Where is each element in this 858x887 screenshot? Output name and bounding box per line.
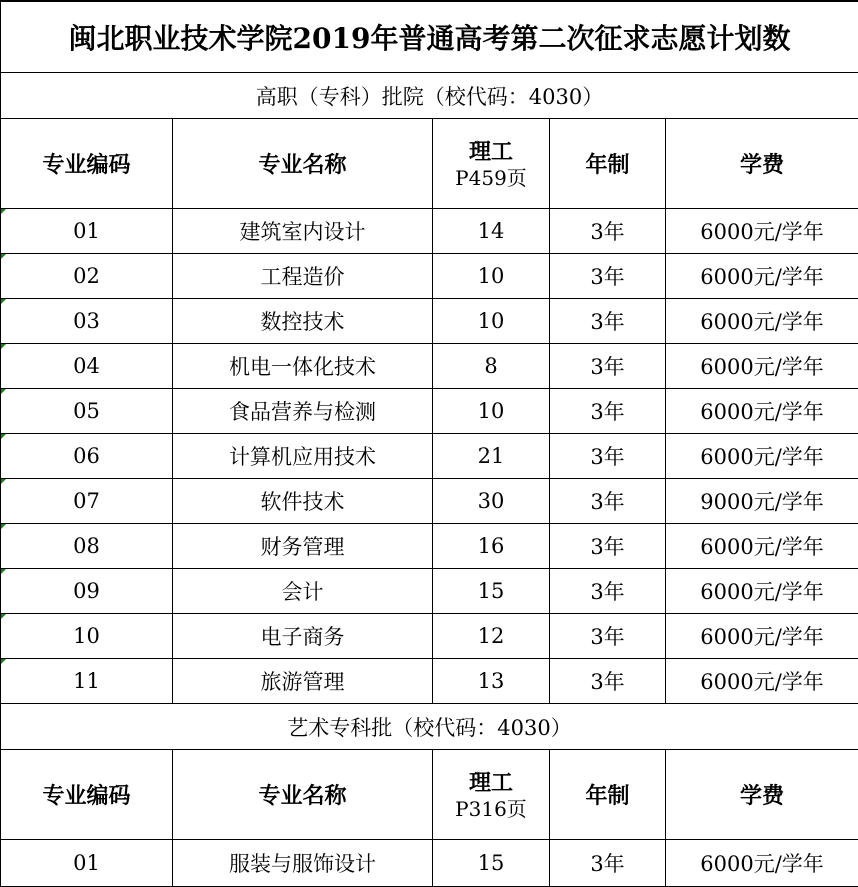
cell-fee: 6000元/学年: [666, 209, 858, 254]
cell-plan: 10: [433, 389, 550, 434]
column-header-plan-main: 理工: [433, 138, 549, 166]
cell-name: 食品营养与检测: [173, 389, 433, 434]
cell-duration: 3年: [550, 659, 666, 704]
cell-plan: 13: [433, 659, 550, 704]
column-header-duration: 年制: [550, 750, 666, 840]
column-header-name: 专业名称: [173, 750, 433, 840]
cell-duration: 3年: [550, 569, 666, 614]
cell-fee: 6000元/学年: [666, 614, 858, 659]
cell-name: 软件技术: [173, 479, 433, 524]
table-row: [1, 840, 858, 887]
column-header-code: 专业编码: [1, 119, 173, 209]
cell-fee: 6000元/学年: [666, 434, 858, 479]
cell-duration: 3年: [550, 209, 666, 254]
cell-duration: 3年: [550, 524, 666, 569]
cell-code: 05: [1, 389, 173, 434]
cell-name: 服装与服饰设计: [173, 840, 433, 887]
cell-plan: 10: [433, 299, 550, 344]
cell-code: 01: [1, 840, 173, 887]
cell-plan: 8: [433, 344, 550, 389]
cell-name: 建筑室内设计: [173, 209, 433, 254]
cell-name: 电子商务: [173, 614, 433, 659]
cell-code: 07: [1, 479, 173, 524]
table-row: [1, 569, 858, 614]
cell-duration: 3年: [550, 614, 666, 659]
cell-code: 02: [1, 254, 173, 299]
cell-duration: 3年: [550, 344, 666, 389]
cell-duration: 3年: [550, 479, 666, 524]
cell-code: 09: [1, 569, 173, 614]
cell-duration: 3年: [550, 254, 666, 299]
cell-code: 06: [1, 434, 173, 479]
cell-code: 10: [1, 614, 173, 659]
table-row: [1, 524, 858, 569]
cell-fee: 6000元/学年: [666, 840, 858, 887]
cell-duration: 3年: [550, 840, 666, 887]
cell-duration: 3年: [550, 299, 666, 344]
table-row: [1, 479, 858, 524]
cell-name: 财务管理: [173, 524, 433, 569]
section-heading: 高职（专科）批院（校代码：4030）: [1, 73, 858, 119]
cell-fee: 6000元/学年: [666, 524, 858, 569]
cell-fee: 6000元/学年: [666, 254, 858, 299]
column-header-plan-page: P459页: [433, 166, 549, 190]
cell-fee: 6000元/学年: [666, 659, 858, 704]
cell-plan: 15: [433, 569, 550, 614]
cell-code: 03: [1, 299, 173, 344]
table-row: [1, 344, 858, 389]
table-row: [1, 389, 858, 434]
cell-fee: 6000元/学年: [666, 344, 858, 389]
column-header-fee: 学费: [666, 750, 858, 840]
cell-plan: 30: [433, 479, 550, 524]
column-header-plan: [433, 750, 550, 840]
page-title: 闽北职业技术学院2019年普通高考第二次征求志愿计划数: [1, 1, 858, 73]
column-header-name: 专业名称: [173, 119, 433, 209]
cell-name: 计算机应用技术: [173, 434, 433, 479]
cell-name: 会计: [173, 569, 433, 614]
cell-fee: 6000元/学年: [666, 299, 858, 344]
table-row: [1, 434, 858, 479]
cell-name: 数控技术: [173, 299, 433, 344]
cell-name: 工程造价: [173, 254, 433, 299]
table-row: [1, 659, 858, 704]
cell-fee: 9000元/学年: [666, 479, 858, 524]
cell-code: 04: [1, 344, 173, 389]
cell-name: 机电一体化技术: [173, 344, 433, 389]
cell-fee: 6000元/学年: [666, 569, 858, 614]
cell-plan: 12: [433, 614, 550, 659]
column-header-duration: 年制: [550, 119, 666, 209]
cell-fee: 6000元/学年: [666, 389, 858, 434]
cell-plan: 15: [433, 840, 550, 887]
cell-duration: 3年: [550, 434, 666, 479]
cell-code: 11: [1, 659, 173, 704]
table-row: [1, 209, 858, 254]
cell-code: 08: [1, 524, 173, 569]
table-row: [1, 254, 858, 299]
column-header-plan: [433, 119, 550, 209]
section-heading: 艺术专科批（校代码：4030）: [1, 704, 858, 750]
cell-plan: 14: [433, 209, 550, 254]
column-header-plan-main: 理工: [433, 769, 549, 797]
cell-duration: 3年: [550, 389, 666, 434]
column-header-fee: 学费: [666, 119, 858, 209]
cell-name: 旅游管理: [173, 659, 433, 704]
table-row: [1, 614, 858, 659]
table-row: [1, 299, 858, 344]
cell-plan: 16: [433, 524, 550, 569]
cell-code: 01: [1, 209, 173, 254]
column-header-plan-page: P316页: [433, 797, 549, 821]
cell-plan: 21: [433, 434, 550, 479]
column-header-code: 专业编码: [1, 750, 173, 840]
cell-plan: 10: [433, 254, 550, 299]
